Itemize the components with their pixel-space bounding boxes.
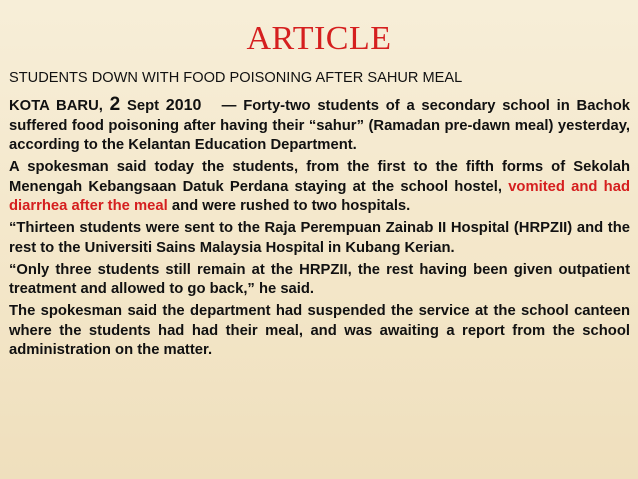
paragraph-5: The spokesman said the department had suspended the service at the school canteen where the students had had their meal, and was awaiting a report from the school administration on the matter.: [9, 303, 630, 358]
paragraph-2: [9, 158, 630, 217]
article-body: [9, 95, 630, 363]
paragraph-4: “Only three students still remain at the HRPZII, the rest having been given outpatient treatment and allowed to go back,” he said.: [9, 261, 630, 297]
paragraph-2-highlight: vomited and had diarrhea after the meal: [9, 178, 630, 214]
dateline-place: KOTA BARU,: [9, 98, 110, 114]
article-title: ARTICLE: [246, 20, 392, 57]
paragraph-1: [9, 95, 630, 156]
paragraph-3: “Thirteen students were sent to the Raja Perempuan Zainab II Hospital (HRPZII) and the rest to the Universiti Sains Malaysia Hospital in Kubang Kerian.: [9, 220, 630, 256]
paragraph-1-text: Forty-two students of a secondary school in Bachok suffered food poisoning after having their “sahur” (Ramadan pre-dawn meal) yesterday, according to the Kelantan Education Department.: [9, 98, 630, 153]
dateline-day: 2: [109, 94, 121, 115]
paragraph-2-after: and were rushed to two hospitals.: [167, 198, 411, 214]
article-subtitle: STUDENTS DOWN WITH FOOD POISONING AFTER SAHUR MEAL: [9, 70, 463, 86]
dateline-year: 2010: [165, 97, 202, 114]
dateline-separator: —: [201, 98, 244, 114]
dateline-month: Sept: [120, 98, 166, 114]
paragraph-2-before: A spokesman said today the students, from the first to the fifth forms of Sekolah Menengah Kebangsaan Datuk Perdana staying at the school hostel,: [9, 159, 630, 195]
